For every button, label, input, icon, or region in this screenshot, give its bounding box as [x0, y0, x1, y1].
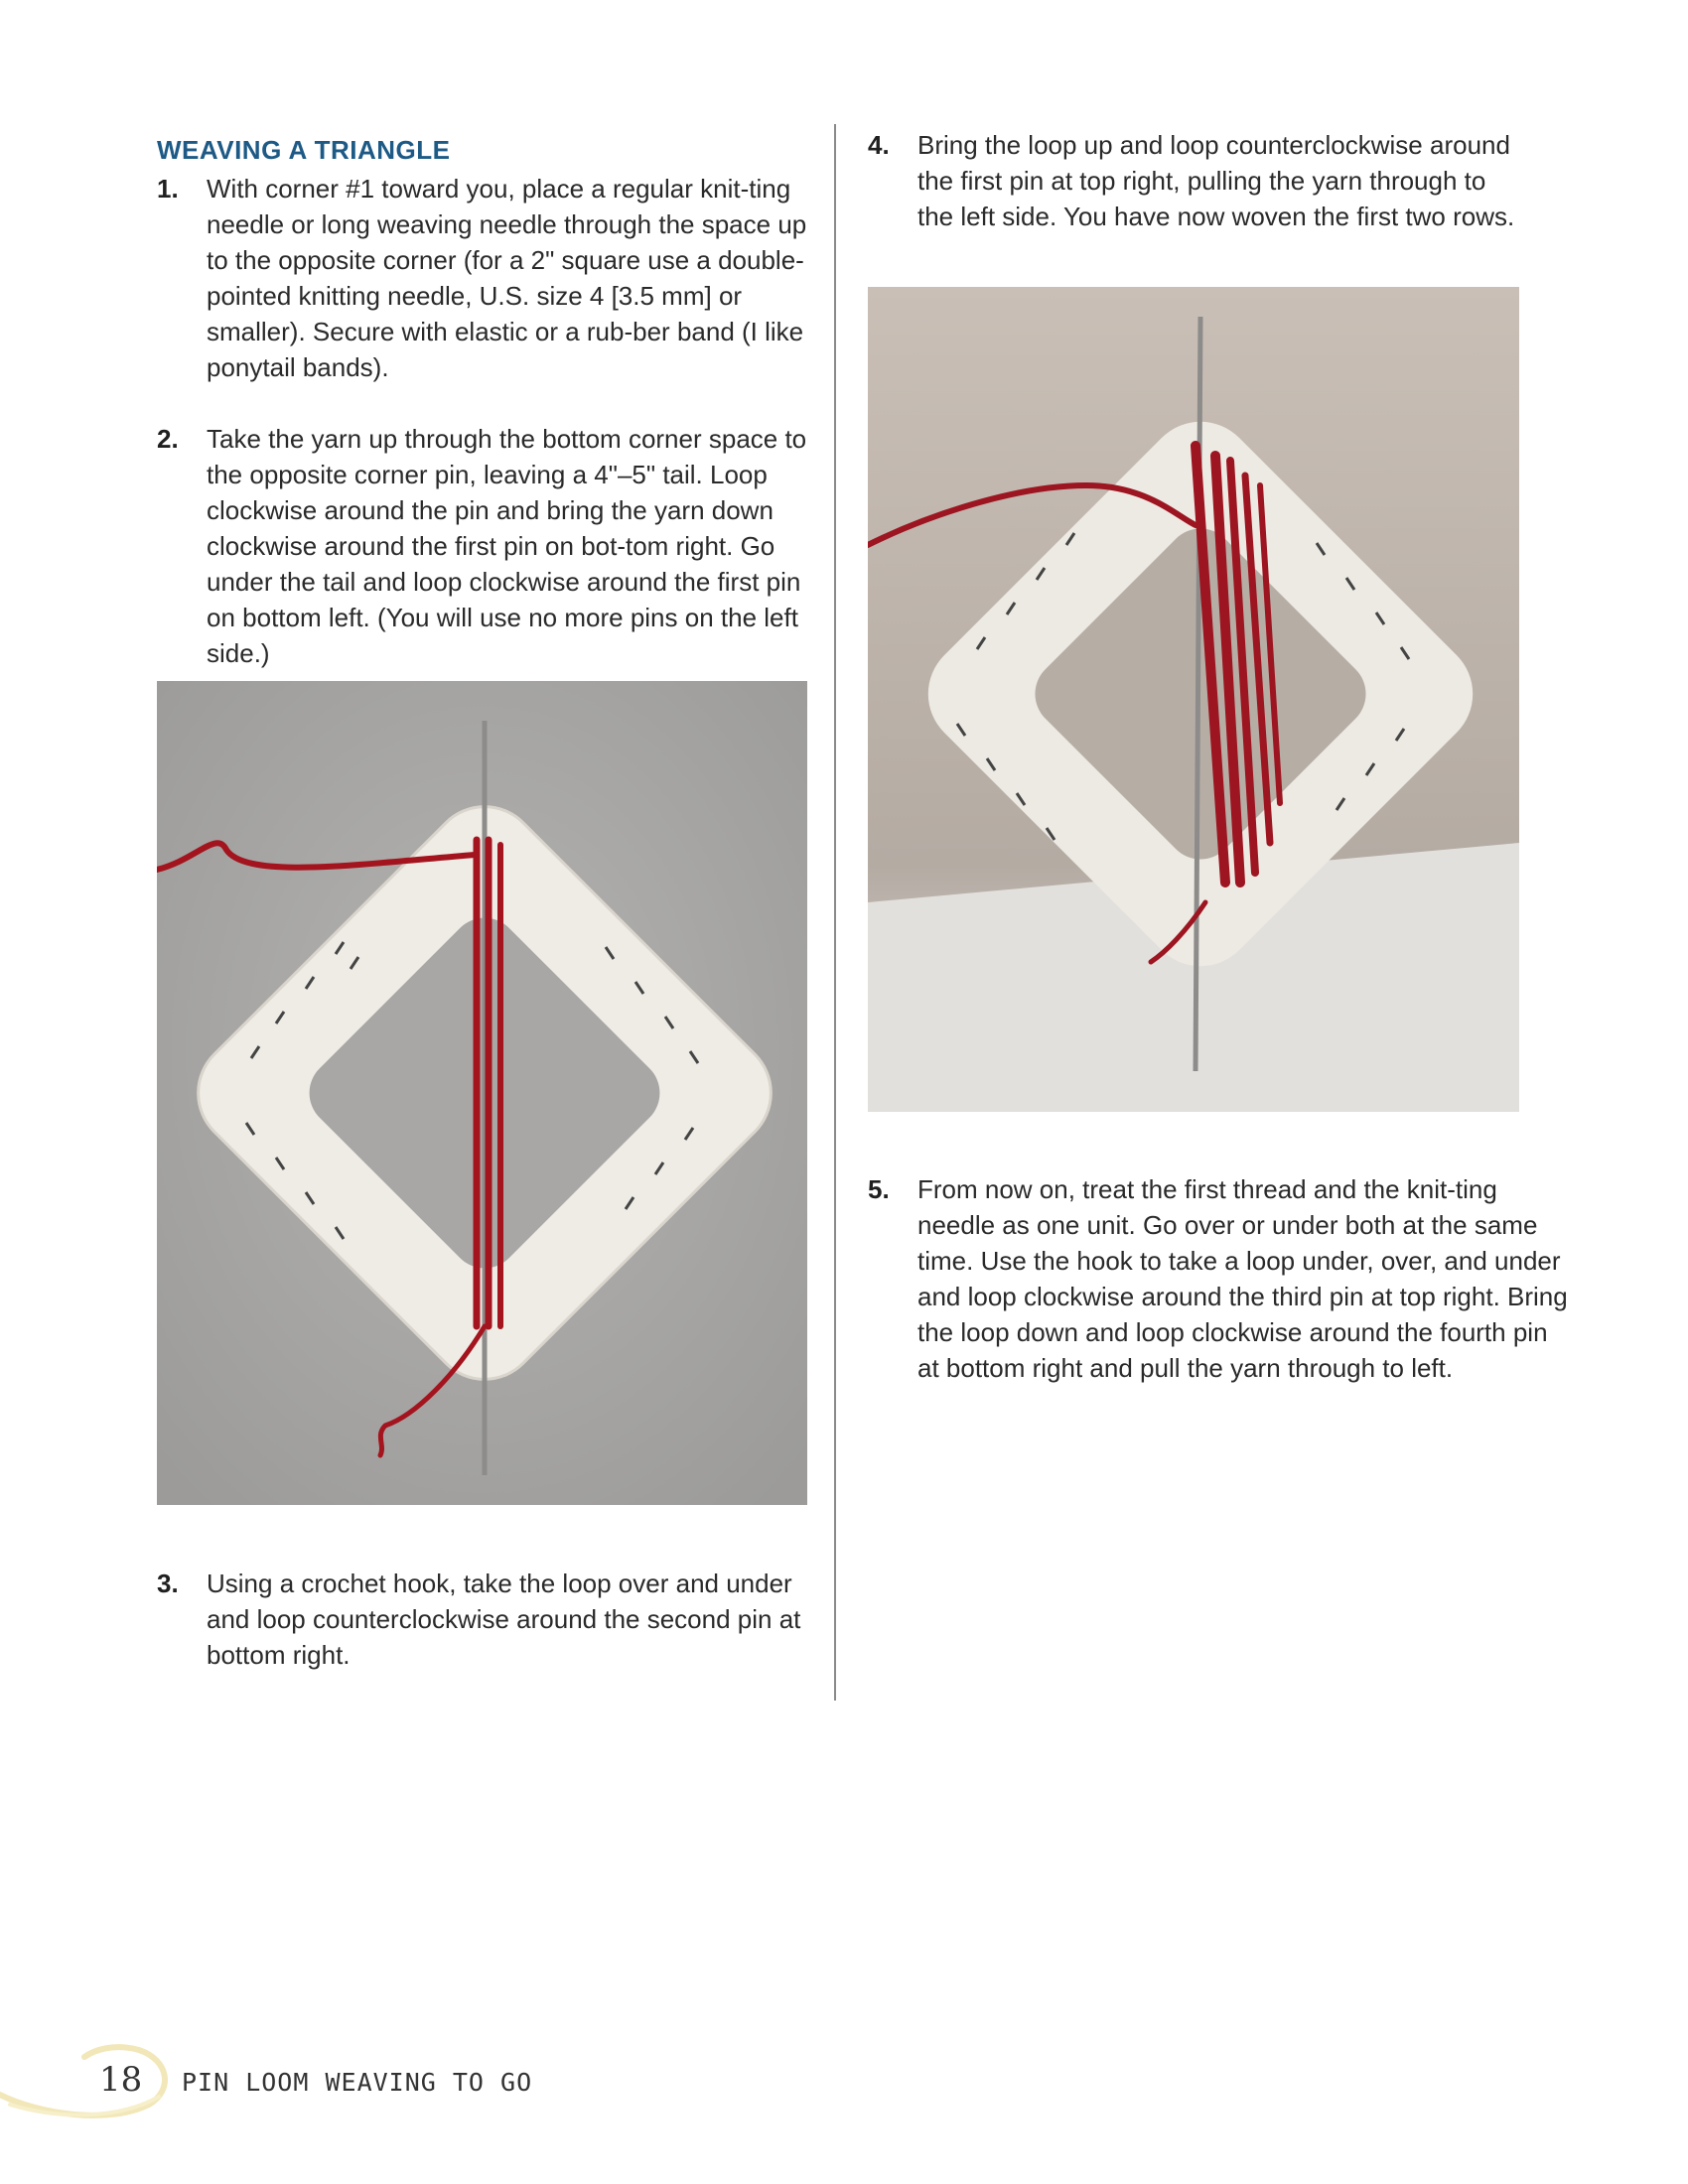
step-1 — [157, 171, 812, 385]
photo-loom-step-4 — [868, 287, 1519, 1112]
step-text: With corner #1 toward you, place a regular knit-ting needle or long weaving needle through the space up to the opposite corner (for a 2" square use a double-pointed knitting needle, U.S. size 4 [3.5 mm] or smaller). Secure with elastic or a rub-ber band (I like ponytail bands). — [207, 174, 807, 382]
page-number: 18 — [99, 2060, 143, 2100]
step-text: Take the yarn up through the bottom corner space to the opposite corner pin, leaving a 4"–5" tail. Loop clockwise around the pin and bring the yarn down clockwise around the first pin on bot-tom right. Go under the tail and loop clockwise around the first pin on bottom left. (You will use no more pins on the left side.) — [207, 424, 807, 668]
step-number: 2. — [157, 424, 179, 454]
step-number: 3. — [157, 1569, 179, 1598]
step-text: From now on, treat the first thread and the knit-ting needle as one unit. Go over or under both at the same time. Use the hook to take a loop under, over, and under and loop clockwise around the third pin at top right. Bring the loop down and loop clockwise around the fourth pin at bottom right and pull the yarn through to left. — [917, 1174, 1568, 1383]
step-3 — [157, 1566, 822, 1673]
step-text: Bring the loop up and loop counterclockwise around the first pin at top right, pulling the yarn through to the left side. You have now woven the first two rows. — [917, 130, 1515, 231]
left-column — [157, 127, 812, 671]
section-heading: WEAVING A TRIANGLE — [157, 135, 451, 165]
step-5 — [868, 1171, 1573, 1386]
page-number-swoosh — [0, 2025, 189, 2134]
running-footer-title: PIN LOOM WEAVING TO GO — [182, 2068, 533, 2097]
step-text: Using a crochet hook, take the loop over and under and loop counterclockwise around the second pin at bottom right. — [207, 1569, 801, 1670]
step-number: 5. — [868, 1174, 890, 1204]
step-number: 1. — [157, 174, 179, 204]
photo-loom-step-2 — [157, 681, 807, 1505]
step-number: 4. — [868, 130, 890, 160]
step-4 — [868, 127, 1523, 234]
column-divider — [834, 124, 836, 1701]
right-column — [868, 127, 1523, 234]
step-2 — [157, 421, 812, 671]
